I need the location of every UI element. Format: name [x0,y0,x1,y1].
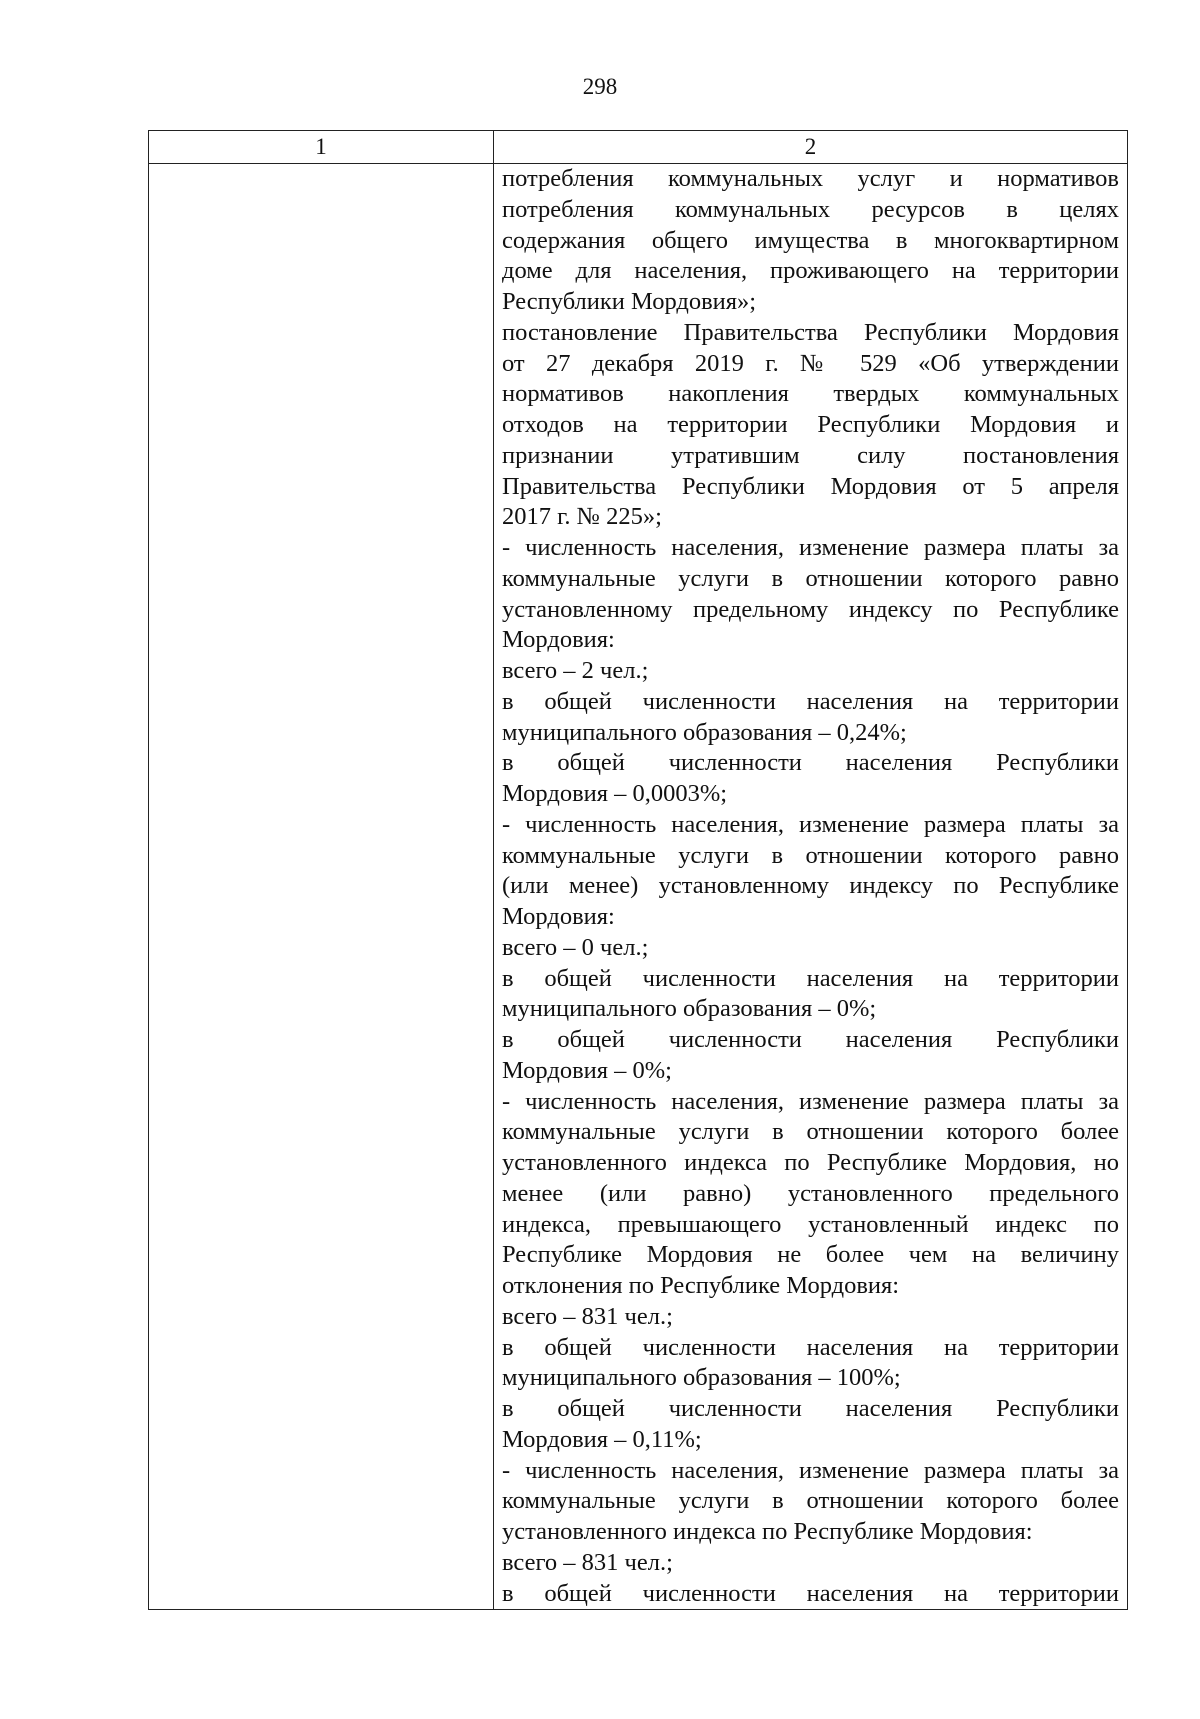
text-line: - численность населения, изменение размера платы за [502,810,1119,838]
text-line: - численность населения, изменение размера платы за [502,534,1119,561]
column-header-1: 1 [149,131,494,164]
text-line: Мордовия – 0%; [502,1056,672,1084]
column-2-cell [494,164,1128,1610]
text-line: коммунальные услуги в отношении которого равно [502,564,1119,592]
text-line: Мордовия: [502,626,615,654]
text-line: - численность населения, изменение размера платы за [502,1087,1119,1115]
text-line: всего – 831 чел.; [502,1302,673,1330]
text-line: коммунальные услуги в отношении которого более [502,1118,1119,1146]
text-line: нормативов накопления твердых коммунальных [502,380,1119,408]
text-line: всего – 2 чел.; [502,657,649,684]
text-line: муниципального образования – 0%; [502,995,877,1023]
text-line: Республики Мордовия»; [502,288,757,315]
text-line: Мордовия: [502,903,615,930]
text-line: в общей численности населения Республики [502,1395,1119,1422]
text-line: менее (или равно) установленного предельного [502,1179,1119,1207]
text-line: потребления коммунальных ресурсов в целях [502,195,1119,223]
text-line: в общей численности населения на территории [502,687,1119,715]
text-line: - численность населения, изменение размера платы за [502,1456,1119,1484]
text-line: признании утратившим силу постановления [502,441,1119,469]
text-line: 2017 г. № 225»; [502,503,662,531]
text-line: в общей численности населения Республики [502,749,1119,777]
text-line: установленного индекса по Республике Мордовия: [502,1518,1033,1545]
text-line: всего – 831 чел.; [502,1548,673,1576]
text-line: отходов на территории Республики Мордовия и [502,411,1119,438]
table-row [149,164,1128,1610]
text-line: муниципального образования – 0,24%; [502,718,907,746]
text-line: Правительства Республики Мордовия от 5 апреля [502,472,1119,500]
text-line: отклонения по Республике Мордовия: [502,1272,900,1299]
text-line: установленному предельному индексу по Республике [502,595,1119,623]
text-line: потребления коммунальных услуг и нормативов [502,165,1119,192]
text-line: содержания общего имущества в многоквартирном [502,226,1119,254]
text-line: Мордовия – 0,0003%; [502,780,728,807]
text-line: муниципального образования – 100%; [502,1364,901,1392]
document-table [148,130,1128,1610]
text-line: в общей численности населения на территории [502,1333,1119,1361]
page-number: 298 [582,74,618,99]
table-header-row [149,131,1128,164]
text-line: постановление Правительства Республики Мордовия [502,318,1119,346]
column-header-2: 2 [494,131,1128,164]
text-line: в общей численности населения Республики [502,1026,1119,1053]
text-line: Республике Мордовия не более чем на величину [502,1241,1119,1269]
text-line: установленного индекса по Республике Мордовия, но [502,1149,1119,1176]
text-line: в общей численности населения на территории [502,964,1119,992]
text-line: Мордовия – 0,11%; [502,1425,702,1453]
column-1-cell [149,164,494,1610]
text-line: коммунальные услуги в отношении которого более [502,1487,1119,1515]
text-line: всего – 0 чел.; [502,933,649,961]
column-2-text [494,164,1127,1609]
text-line: коммунальные услуги в отношении которого равно [502,841,1119,869]
text-line: от 27 декабря 2019 г. № 529 «Об утверждении [502,349,1119,377]
text-line: (или менее) установленному индексу по Республике [502,872,1119,900]
text-line: индекса, превышающего установленный индекс по [502,1210,1119,1238]
text-line: доме для населения, проживающего на территории [502,257,1119,285]
text-line: в общей численности населения на территории [502,1579,1119,1607]
